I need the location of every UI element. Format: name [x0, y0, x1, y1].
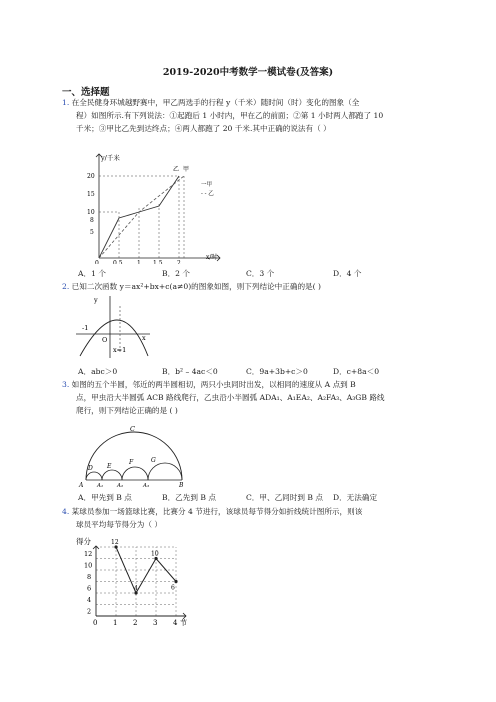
semicircles-figure — [78, 424, 188, 488]
y-tick-label: 2 — [87, 607, 92, 616]
x-tick: 0.5 — [113, 260, 123, 264]
small-semicircle — [102, 470, 122, 480]
legend-entry: 一甲 — [201, 182, 213, 188]
y-tick: 20 — [87, 173, 95, 180]
question-text-line: 点，甲虫沿大半圆弧 ACB 路线爬行，乙虫沿小半圆弧 ADA₁、A₁EA₂、A₂FA₃、A₃GB 路线 — [76, 393, 385, 402]
point-label: A — [79, 482, 84, 488]
y-tick: 8 — [90, 217, 94, 224]
origin-label: O — [102, 336, 108, 344]
question-text-line: 程）如图所示.有下列说法：①起跑后 1 小时内，甲在乙的前面；②第 1 小时两人都跑了 10 — [76, 111, 384, 120]
option-a: A．abc＞0 — [78, 367, 118, 376]
y-tick-label: 8 — [87, 573, 92, 581]
option-d: D．无法确定 — [333, 493, 378, 502]
option-d: D．4 个 — [333, 269, 362, 278]
data-point — [174, 580, 177, 583]
question-number: 1. — [62, 98, 70, 107]
small-semicircle — [148, 463, 182, 480]
chart-grid — [96, 547, 176, 616]
option-c: C．3 个 — [246, 269, 275, 278]
small-semicircle — [86, 472, 102, 480]
x-tick: 1.5 — [153, 260, 163, 264]
data-label: 10 — [151, 550, 159, 558]
question-text-line: 千米；③甲比乙先到达终点；④两人都跑了 20 千米.其中正确的说法有（ ） — [76, 124, 331, 133]
point-label: A₁ — [97, 483, 104, 488]
race-graph — [84, 146, 224, 264]
question-text-line: 球员平均每节得分为（ ） — [76, 520, 162, 529]
question-number: 2. — [62, 282, 70, 291]
y-tick: 5 — [90, 229, 94, 236]
question-number: 3. — [62, 380, 70, 389]
point-label: G — [151, 457, 156, 464]
chart-marks — [111, 539, 178, 595]
point-label: E — [107, 463, 112, 470]
x-tick: 1 — [137, 260, 141, 264]
option-a: A．甲先到 B 点 — [78, 493, 132, 502]
question-text-line: 某球员参加一场篮球比赛，比赛分 4 节进行，该球员每节得分如折线统计图所示，则该 — [71, 507, 363, 516]
parabola-graph — [76, 294, 152, 360]
question-number: 4. — [62, 507, 70, 516]
option-b: B．2 个 — [162, 269, 191, 278]
option-d: D．c+8a＜0 — [333, 367, 380, 376]
data-label: 12 — [111, 539, 119, 546]
question-text-line: 如图的五个半圆，邻近的两半圆相切，两只小虫同时出发，以相同的速度从 A 点到 B — [71, 380, 356, 389]
option-b: B．b² – 4ac＜0 — [162, 367, 218, 376]
root-label: -1 — [82, 324, 89, 332]
point-label: C — [130, 425, 135, 433]
series-label: 乙 — [173, 166, 180, 173]
y-axis-label: y — [94, 296, 98, 304]
x-tick-label: 2 — [133, 619, 138, 626]
point-label: A₂ — [117, 483, 124, 488]
small-semicircle — [122, 467, 148, 480]
x-tick-label: 3 — [153, 619, 158, 626]
y-tick: 10 — [87, 209, 95, 216]
x-tick-label: 1 — [113, 619, 118, 626]
y-tick-label: 12 — [84, 550, 93, 558]
x-tick: 2 — [177, 260, 181, 264]
y-tick: 15 — [87, 191, 95, 198]
y-axis-label: 得分 — [76, 537, 91, 546]
question-text-line: 在全民健身环城越野赛中，甲乙两选手的行程 y（千米）随时间（时）变化的图象（全 — [71, 98, 360, 107]
x-tick-label: 0 — [93, 619, 98, 626]
legend-entry: - - 乙 — [201, 191, 214, 197]
x-axis-label: 节 — [180, 619, 187, 626]
y-tick-label: 6 — [87, 584, 92, 593]
score-line-chart — [76, 534, 200, 626]
question-text-line: 爬行，则下列结论正确的是 ( ) — [76, 406, 178, 415]
point-label: A₃ — [143, 483, 150, 488]
large-semicircle — [86, 432, 182, 480]
section-heading: 一、选择题 — [62, 87, 110, 98]
page-title: 2019-2020中考数学一模试卷(及答案) — [162, 67, 334, 78]
point-label: B — [179, 482, 184, 488]
option-a: A．1 个 — [78, 269, 106, 278]
y-tick-label: 4 — [87, 596, 92, 604]
series-label: 甲 — [183, 166, 190, 173]
x-axis-label: x — [142, 334, 146, 342]
data-label: 6 — [171, 584, 175, 592]
question-text-line: 已知二次函数 y＝ax²+bx+c(a≠0)的图象如图，则下列结论中正确的是( ) — [71, 282, 321, 291]
x-tick: 0 — [95, 260, 99, 264]
data-label: 4 — [134, 585, 138, 592]
point-label: D — [88, 465, 93, 472]
y-axis-label: y/千米 — [101, 154, 120, 162]
x-tick-label: 4 — [173, 619, 178, 626]
option-c: C．甲、乙同时到 B 点 — [246, 493, 323, 502]
x-axis-label: x/时 — [206, 254, 218, 261]
symmetry-axis-label: x=1 — [113, 346, 127, 354]
option-b: B．乙先到 B 点 — [162, 493, 216, 502]
point-label: F — [129, 459, 134, 466]
option-c: C．9a+3b+c＞0 — [246, 367, 308, 376]
y-tick-label: 10 — [84, 561, 93, 570]
